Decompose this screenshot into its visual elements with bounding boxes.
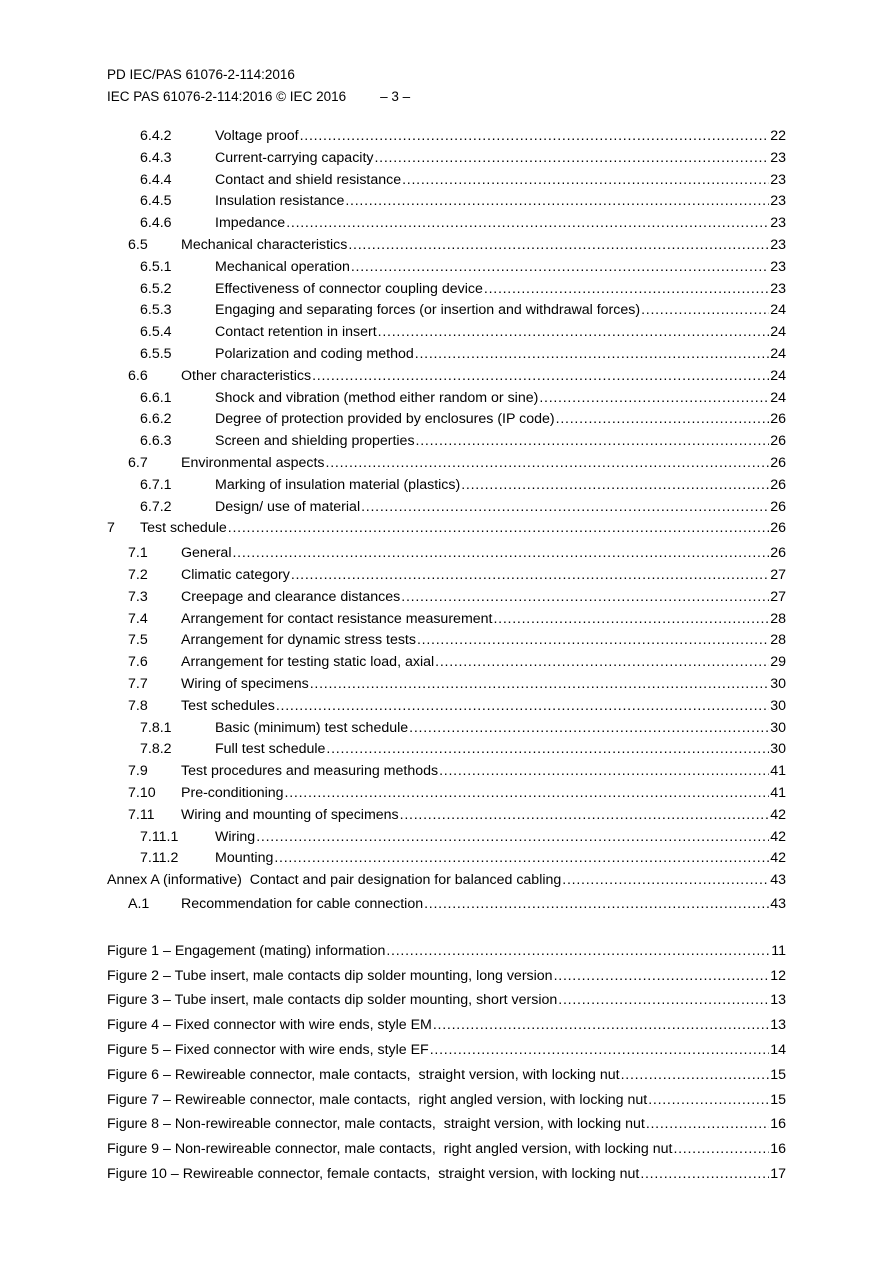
toc-page-number[interactable]: 26 — [770, 455, 786, 471]
toc-title[interactable]: Wiring of specimens — [181, 676, 309, 692]
toc-number: 6.4.3 — [140, 149, 172, 166]
toc-number: 7.8 — [128, 697, 148, 714]
toc-entry — [128, 586, 786, 608]
toc-title[interactable]: Effectiveness of connector coupling device — [215, 280, 483, 297]
toc-title[interactable]: Figure 8 – Non-rewireable connector, male contacts, straight version, with locking nut — [107, 1116, 645, 1133]
dot-leader — [228, 517, 769, 539]
toc-page-number[interactable]: 41 — [770, 763, 786, 780]
toc-title[interactable]: Figure 5 – Fixed connector with wire ends, style EF — [107, 1042, 429, 1058]
toc-title[interactable]: Voltage proof — [215, 128, 299, 144]
toc-title[interactable]: Figure 6 – Rewireable connector, male contacts, straight version, with locking nut — [107, 1066, 620, 1083]
dot-leader — [401, 586, 769, 608]
dot-leader — [641, 299, 769, 321]
toc-entry — [140, 169, 786, 191]
toc-entry — [140, 299, 786, 321]
toc-page-number[interactable]: 14 — [770, 1042, 786, 1058]
toc-page-number[interactable]: 22 — [770, 128, 786, 144]
toc-number: 6.7 — [128, 455, 148, 471]
toc-entry — [128, 760, 786, 782]
toc-entry — [140, 125, 786, 147]
toc-entry — [140, 430, 786, 452]
toc-page-number[interactable]: 26 — [770, 498, 786, 515]
toc-number: 6.6.2 — [140, 411, 172, 428]
toc-number: 6.5.3 — [140, 302, 172, 319]
toc-entry — [128, 234, 786, 256]
dot-leader — [461, 474, 769, 496]
toc-page-number[interactable]: 30 — [770, 697, 786, 714]
toc-entry — [140, 343, 786, 365]
toc-page-number[interactable]: 27 — [770, 588, 786, 605]
toc-title[interactable]: Test schedules — [181, 697, 275, 714]
toc-number: 6.6 — [128, 367, 148, 384]
toc-entry — [128, 629, 786, 651]
toc-page-number[interactable]: 17 — [770, 1166, 786, 1182]
dot-leader — [640, 1163, 769, 1185]
toc-title[interactable]: Climatic category — [181, 567, 290, 583]
toc-entry — [140, 190, 786, 212]
page-header — [107, 64, 410, 108]
dot-leader — [348, 234, 769, 256]
toc-number: A.1 — [128, 896, 150, 912]
toc-number: 6.6.1 — [140, 389, 172, 406]
toc-page-number[interactable]: 12 — [770, 967, 786, 984]
dot-leader — [430, 1039, 769, 1061]
toc-title[interactable]: Figure 1 – Engagement (mating) information — [107, 942, 386, 959]
toc-page-number[interactable]: 26 — [770, 433, 786, 450]
toc-entry — [128, 365, 786, 387]
dot-leader — [386, 940, 770, 962]
toc-page-number[interactable]: 42 — [770, 806, 786, 823]
toc-entry — [107, 989, 786, 1011]
toc-entry — [128, 804, 786, 826]
dot-leader — [345, 190, 769, 212]
toc-title[interactable]: Figure 9 – Non-rewireable connector, male contacts, right angled version, with locking nut — [107, 1141, 673, 1158]
dot-leader — [310, 673, 769, 695]
toc-title[interactable]: General — [181, 545, 232, 562]
dot-leader — [312, 365, 769, 387]
toc-title[interactable]: Insulation resistance — [215, 193, 345, 210]
toc-entry — [107, 965, 786, 987]
toc-page-number[interactable]: 13 — [770, 1017, 786, 1034]
dot-leader — [673, 1138, 769, 1160]
dot-leader — [424, 893, 769, 915]
toc-entry — [128, 893, 786, 915]
document-id: PD IEC/PAS 61076-2-114:2016 — [107, 67, 295, 82]
toc-page-number[interactable]: 26 — [770, 411, 786, 428]
toc-number: 7.11.1 — [140, 828, 179, 845]
toc-page-number[interactable]: 16 — [770, 1116, 786, 1133]
toc-number: 7.1 — [128, 545, 148, 562]
dot-leader — [417, 629, 769, 651]
toc-title[interactable]: Contact and shield resistance — [215, 171, 402, 188]
toc-title[interactable]: Basic (minimum) test schedule — [215, 719, 409, 736]
toc-title[interactable]: Wiring — [215, 828, 256, 845]
toc-page-number[interactable]: 42 — [770, 850, 786, 867]
toc-title[interactable]: Other characteristics — [181, 367, 312, 384]
toc-entry — [140, 474, 786, 496]
dot-leader — [274, 847, 769, 869]
toc-number: 7.4 — [128, 610, 148, 627]
toc-page-number[interactable]: 29 — [770, 654, 786, 671]
toc-number: 6.5.1 — [140, 258, 172, 275]
toc-title[interactable]: Wiring and mounting of specimens — [181, 806, 399, 823]
toc-number: 6.4.6 — [140, 215, 172, 232]
toc-number: 7.6 — [128, 654, 148, 671]
toc-entry — [107, 1089, 786, 1111]
dot-leader — [326, 452, 770, 474]
dot-leader — [539, 387, 769, 409]
copyright-text: IEC PAS 61076-2-114:2016 © IEC 2016 — [107, 89, 347, 104]
toc-entry — [140, 717, 786, 739]
toc-number: 6.5 — [128, 237, 148, 253]
toc-page-number[interactable]: 41 — [770, 785, 786, 801]
toc-page-number[interactable]: 23 — [770, 193, 786, 210]
toc-page-number[interactable]: 23 — [770, 171, 786, 188]
toc-title[interactable]: Arrangement for dynamic stress tests — [181, 632, 416, 649]
dot-leader — [621, 1064, 770, 1086]
dot-leader — [433, 1014, 769, 1036]
toc-number: 7.10 — [128, 785, 156, 801]
toc-title[interactable]: Engaging and separating forces (or insertion and withdrawal forces) — [215, 302, 641, 319]
toc-title[interactable]: Shock and vibration (method either random or sine) — [215, 389, 539, 406]
toc-entry — [128, 782, 786, 804]
toc-page-number[interactable]: 24 — [770, 367, 786, 384]
toc-page-number[interactable]: 43 — [770, 872, 786, 889]
toc-title[interactable]: Marking of insulation material (plastics) — [215, 476, 461, 493]
toc-number: 7.5 — [128, 632, 148, 649]
toc-entry — [140, 212, 786, 234]
toc-entry — [107, 1163, 786, 1185]
dot-leader — [646, 1113, 769, 1135]
toc-title[interactable]: Impedance — [215, 215, 286, 232]
toc-title[interactable]: Mounting — [215, 850, 274, 867]
dot-leader — [374, 147, 769, 169]
toc-entry — [140, 738, 786, 760]
dot-leader — [276, 695, 769, 717]
toc-title[interactable]: Screen and shielding properties — [215, 433, 415, 450]
toc-number: 6.6.3 — [140, 433, 172, 450]
dot-leader — [493, 608, 769, 630]
toc-title[interactable]: Current-carrying capacity — [215, 149, 374, 166]
toc-number: 7.7 — [128, 676, 148, 692]
toc-page-number[interactable]: 13 — [770, 992, 786, 1009]
toc-number: 7.11 — [128, 806, 155, 823]
toc-page-number[interactable]: 26 — [770, 545, 786, 562]
toc-page-number[interactable]: 24 — [770, 302, 786, 319]
toc-title[interactable]: Figure 3 – Tube insert, male contacts dip solder mounting, short version — [107, 992, 558, 1009]
toc-page-number[interactable]: 26 — [770, 476, 786, 493]
toc-number: 6.4.2 — [140, 128, 172, 144]
toc-number: 6.7.1 — [140, 476, 172, 493]
toc-page-number[interactable]: 43 — [770, 896, 786, 912]
toc-entry — [140, 256, 786, 278]
toc-number: 6.5.2 — [140, 280, 172, 297]
dot-leader — [232, 542, 769, 564]
toc-entry — [140, 278, 786, 300]
toc-entry — [107, 1064, 786, 1086]
toc-entry — [128, 452, 786, 474]
toc-number: 6.4.4 — [140, 171, 172, 188]
toc-page-number[interactable]: 23 — [770, 237, 786, 253]
toc-number: 6.5.4 — [140, 324, 172, 341]
toc-title[interactable]: Full test schedule — [215, 741, 326, 758]
toc-number: 7.2 — [128, 567, 148, 583]
dot-leader — [409, 717, 769, 739]
toc-page-number[interactable]: 28 — [770, 610, 786, 627]
dot-leader — [484, 278, 769, 300]
toc-entry — [128, 608, 786, 630]
toc-title[interactable]: Environmental aspects — [181, 455, 325, 471]
toc-number: 7 — [107, 520, 115, 537]
toc-entry — [140, 321, 786, 343]
toc-number: 7.8.2 — [140, 741, 172, 758]
toc-entry — [128, 695, 786, 717]
toc-entry — [128, 673, 786, 695]
dot-leader — [285, 782, 770, 804]
toc-page-number[interactable]: 24 — [770, 389, 786, 406]
dot-leader — [648, 1089, 769, 1111]
toc-title[interactable]: Polarization and coding method — [215, 346, 414, 362]
dot-leader — [291, 564, 769, 586]
toc-page-number[interactable]: 27 — [770, 567, 786, 583]
dot-leader — [439, 760, 769, 782]
toc-title[interactable]: Test procedures and measuring methods — [181, 763, 439, 780]
toc-title[interactable]: Mechanical characteristics — [181, 237, 348, 253]
toc-page-number[interactable]: 15 — [770, 1066, 786, 1083]
dot-leader — [558, 989, 769, 1011]
toc-entry — [107, 869, 786, 891]
toc-page-number[interactable]: 26 — [770, 520, 786, 537]
toc-entry — [107, 517, 786, 539]
dot-leader — [326, 738, 769, 760]
toc-title[interactable]: Figure 4 – Fixed connector with wire ends, style EM — [107, 1017, 432, 1034]
toc-title[interactable]: Annex A (informative) Contact and pair designation for balanced cabling — [107, 872, 562, 889]
toc-page-number[interactable]: 23 — [770, 258, 786, 275]
toc-number: 7.11.2 — [140, 850, 179, 867]
toc-title[interactable]: Figure 2 – Tube insert, male contacts dip solder mounting, long version — [107, 967, 553, 984]
toc-page-number[interactable]: 23 — [770, 149, 786, 166]
toc-page-number[interactable]: 30 — [770, 741, 786, 758]
toc-title[interactable]: Figure 10 – Rewireable connector, female contacts, straight version, with locking nut — [107, 1166, 640, 1182]
toc-title[interactable]: Arrangement for testing static load, axial — [181, 654, 435, 671]
toc-title[interactable]: Recommendation for cable connection — [181, 896, 424, 912]
toc-entry — [107, 1138, 786, 1160]
toc-entry — [107, 1014, 786, 1036]
toc-page-number[interactable]: 28 — [770, 632, 786, 649]
toc-entry — [140, 147, 786, 169]
dot-leader — [554, 965, 770, 987]
dot-leader — [415, 343, 769, 365]
toc-page-number[interactable]: 15 — [770, 1091, 786, 1108]
toc-page-number[interactable]: 42 — [770, 828, 786, 845]
dot-leader — [435, 651, 769, 673]
dot-leader — [402, 169, 769, 191]
dot-leader — [556, 408, 770, 430]
toc-title[interactable]: Creepage and clearance distances — [181, 588, 401, 605]
toc-title[interactable]: Mechanical operation — [215, 258, 350, 275]
toc-number: 7.9 — [128, 763, 148, 780]
dot-leader — [256, 826, 769, 848]
toc-entry — [128, 542, 786, 564]
toc-page-number[interactable]: 24 — [770, 346, 786, 362]
toc-entry — [140, 408, 786, 430]
toc-entry — [107, 1113, 786, 1135]
toc-title[interactable]: Figure 7 – Rewireable connector, male contacts, right angled version, with locking nut — [107, 1091, 648, 1108]
dot-leader — [400, 804, 770, 826]
toc-entry — [128, 651, 786, 673]
toc-number: 6.5.5 — [140, 346, 172, 362]
toc-page-number[interactable]: 30 — [770, 676, 786, 692]
toc-entry — [140, 387, 786, 409]
toc-title[interactable]: Degree of protection provided by enclosures (IP code) — [215, 411, 555, 428]
toc-number: 7.8.1 — [140, 719, 172, 736]
toc-page-number[interactable]: 24 — [770, 324, 786, 341]
dot-leader — [286, 212, 769, 234]
toc-title[interactable]: Arrangement for contact resistance measurement — [181, 610, 493, 627]
toc-page-number[interactable]: 30 — [770, 719, 786, 736]
toc-page-number[interactable]: 16 — [770, 1141, 786, 1158]
dot-leader — [351, 256, 769, 278]
toc-number: 6.7.2 — [140, 498, 172, 515]
dot-leader — [300, 125, 770, 147]
toc-page-number[interactable]: 11 — [771, 942, 786, 959]
dot-leader — [378, 321, 770, 343]
dot-leader — [361, 496, 769, 518]
toc-entry — [140, 826, 786, 848]
toc-title[interactable]: Design/ use of material — [215, 498, 361, 515]
toc-title[interactable]: Test schedule — [140, 520, 227, 537]
toc-entry — [140, 847, 786, 869]
dot-leader — [416, 430, 770, 452]
toc-number: 7.3 — [128, 588, 148, 605]
toc-title[interactable]: Contact retention in insert — [215, 324, 377, 341]
toc-page-number[interactable]: 23 — [770, 215, 786, 232]
toc-entry — [128, 564, 786, 586]
toc-entry — [107, 940, 786, 962]
page-number: – 3 – — [380, 89, 411, 104]
toc-page-number[interactable]: 23 — [770, 280, 786, 297]
toc-number: 6.4.5 — [140, 193, 172, 210]
toc-entry — [140, 496, 786, 518]
toc-entry — [107, 1039, 786, 1061]
toc-title[interactable]: Pre-conditioning — [181, 785, 284, 801]
dot-leader — [562, 869, 769, 891]
copyright-line — [107, 86, 410, 108]
